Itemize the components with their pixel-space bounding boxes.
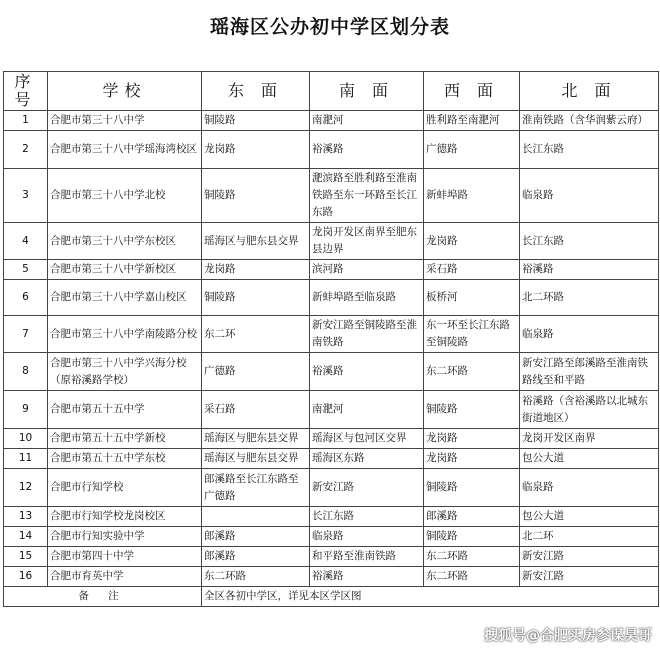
school-name: 合肥市行知学校龙岗校区: [48, 507, 202, 527]
table-row: [4, 131, 659, 169]
header-school: 学校: [48, 72, 202, 111]
north-boundary: 包公大道: [520, 449, 659, 469]
table-row: [4, 469, 659, 507]
east-boundary: 龙岗路: [202, 260, 310, 280]
table-row: [4, 169, 659, 223]
north-boundary: 新安江路: [520, 567, 659, 587]
header-south: 南 面: [310, 72, 424, 111]
school-name: 合肥市第三十八中学东校区: [48, 223, 202, 260]
east-boundary: 瑶海区与肥东县交界: [202, 223, 310, 260]
header-no: 序号: [4, 72, 48, 111]
header-east: 东 面: [202, 72, 310, 111]
east-boundary: 瑶海区与肥东县交界: [202, 429, 310, 449]
table-row: [4, 223, 659, 260]
west-boundary: 龙岗路: [424, 449, 520, 469]
row-number: 4: [4, 223, 48, 260]
west-boundary: 广德路: [424, 131, 520, 169]
west-boundary: 铜陵路: [424, 527, 520, 547]
table-row: [4, 280, 659, 316]
school-name: 合肥市第五十五中学东校: [48, 449, 202, 469]
table-row: [4, 527, 659, 547]
page-title: 瑶海区公办初中学区划分表: [209, 16, 450, 38]
watermark: 搜狐号@合肥买房参谋昊哥: [484, 628, 652, 644]
school-name: 合肥市行知实验中学: [48, 527, 202, 547]
east-boundary: 郎溪路: [202, 547, 310, 567]
school-name: 合肥市第三十八中学北校: [48, 169, 202, 223]
south-boundary: 南淝河: [310, 111, 424, 131]
south-boundary: 裕溪路: [310, 567, 424, 587]
south-boundary: 龙岗开发区南界至肥东县边界: [310, 223, 424, 260]
north-boundary: 长江东路: [520, 131, 659, 169]
row-number: 3: [4, 169, 48, 223]
south-boundary: 裕溪路: [310, 131, 424, 169]
school-name: 合肥市第三十八中学新校区: [48, 260, 202, 280]
remark-row: [4, 587, 659, 607]
west-boundary: 铜陵路: [424, 469, 520, 507]
row-number: 13: [4, 507, 48, 527]
row-number: 12: [4, 469, 48, 507]
school-name: 合肥市第三十八中学瑶海湾校区: [48, 131, 202, 169]
east-boundary: 东二环: [202, 316, 310, 353]
north-boundary: 裕溪路: [520, 260, 659, 280]
north-boundary: 北二环路: [520, 280, 659, 316]
row-number: 9: [4, 391, 48, 429]
row-number: 11: [4, 449, 48, 469]
west-boundary: 龙岗路: [424, 429, 520, 449]
north-boundary: 包公大道: [520, 507, 659, 527]
west-boundary: 铜陵路: [424, 391, 520, 429]
west-boundary: 胜利路至南淝河: [424, 111, 520, 131]
east-boundary: 龙岗路: [202, 131, 310, 169]
south-boundary: 长江东路: [310, 507, 424, 527]
table-row: [4, 316, 659, 353]
north-boundary: 临泉路: [520, 316, 659, 353]
row-number: 6: [4, 280, 48, 316]
row-number: 2: [4, 131, 48, 169]
table-row: [4, 507, 659, 527]
south-boundary: 瑶海区东路: [310, 449, 424, 469]
row-number: 7: [4, 316, 48, 353]
school-name: 合肥市第四十中学: [48, 547, 202, 567]
south-boundary: 瑶海区与包河区交界: [310, 429, 424, 449]
school-name: 合肥市第三十八中学嘉山校区: [48, 280, 202, 316]
north-boundary: 长江东路: [520, 223, 659, 260]
row-number: 5: [4, 260, 48, 280]
north-boundary: 裕溪路（含裕溪路以北城东街道地区）: [520, 391, 659, 429]
table-row: [4, 547, 659, 567]
east-boundary: [202, 507, 310, 527]
west-boundary: 板桥河: [424, 280, 520, 316]
north-boundary: 新安江路: [520, 547, 659, 567]
table-row: [4, 429, 659, 449]
east-boundary: 广德路: [202, 353, 310, 391]
row-number: 8: [4, 353, 48, 391]
west-boundary: 东二环路: [424, 547, 520, 567]
west-boundary: 采石路: [424, 260, 520, 280]
district-table: [3, 71, 659, 607]
table-row: [4, 391, 659, 429]
table-row: [4, 353, 659, 391]
school-name: 合肥市第三十八中学兴海分校（原裕溪路学校）: [48, 353, 202, 391]
north-boundary: 龙岗开发区南界: [520, 429, 659, 449]
south-boundary: 南淝河: [310, 391, 424, 429]
table-row: [4, 449, 659, 469]
south-boundary: 临泉路: [310, 527, 424, 547]
header-north: 北 面: [520, 72, 659, 111]
table-row: [4, 260, 659, 280]
school-name: 合肥市育英中学: [48, 567, 202, 587]
table-row: [4, 567, 659, 587]
school-name: 合肥市行知学校: [48, 469, 202, 507]
header-row: [4, 72, 659, 111]
west-boundary: 东二环路: [424, 353, 520, 391]
east-boundary: 东二环路: [202, 567, 310, 587]
row-number: 15: [4, 547, 48, 567]
south-boundary: 淝滨路至胜利路至淮南铁路至东一环路至长江东路: [310, 169, 424, 223]
east-boundary: 铜陵路: [202, 111, 310, 131]
school-name: 合肥市第三十八中学: [48, 111, 202, 131]
east-boundary: 采石路: [202, 391, 310, 429]
remark-label: 备 注: [4, 587, 202, 607]
row-number: 1: [4, 111, 48, 131]
south-boundary: 新安江路: [310, 469, 424, 507]
east-boundary: 郎溪路至长江东路至广德路: [202, 469, 310, 507]
west-boundary: 新蚌埠路: [424, 169, 520, 223]
east-boundary: 铜陵路: [202, 169, 310, 223]
north-boundary: 临泉路: [520, 169, 659, 223]
school-name: 合肥市第三十八中学南陵路分校: [48, 316, 202, 353]
north-boundary: 临泉路: [520, 469, 659, 507]
school-name: 合肥市第五十五中学: [48, 391, 202, 429]
south-boundary: 滨河路: [310, 260, 424, 280]
south-boundary: 和平路至淮南铁路: [310, 547, 424, 567]
west-boundary: 东一环至长江东路至铜陵路: [424, 316, 520, 353]
school-name: 合肥市第五十五中学新校: [48, 429, 202, 449]
north-boundary: 新安江路至郎溪路至淮南铁路线至和平路: [520, 353, 659, 391]
east-boundary: 铜陵路: [202, 280, 310, 316]
south-boundary: 裕溪路: [310, 353, 424, 391]
north-boundary: 淮南铁路（含华润紫云府）: [520, 111, 659, 131]
east-boundary: 郎溪路: [202, 527, 310, 547]
west-boundary: 郎溪路: [424, 507, 520, 527]
remark-text: 全区各初中学区，详见本区学区图: [202, 587, 659, 607]
header-west: 西 面: [424, 72, 520, 111]
table-row: [4, 111, 659, 131]
south-boundary: 新蚌埠路至临泉路: [310, 280, 424, 316]
north-boundary: 北二环: [520, 527, 659, 547]
row-number: 10: [4, 429, 48, 449]
south-boundary: 新安江路至铜陵路至淮南铁路: [310, 316, 424, 353]
row-number: 14: [4, 527, 48, 547]
east-boundary: 瑶海区与肥东县交界: [202, 449, 310, 469]
west-boundary: 东二环路: [424, 567, 520, 587]
row-number: 16: [4, 567, 48, 587]
west-boundary: 龙岗路: [424, 223, 520, 260]
